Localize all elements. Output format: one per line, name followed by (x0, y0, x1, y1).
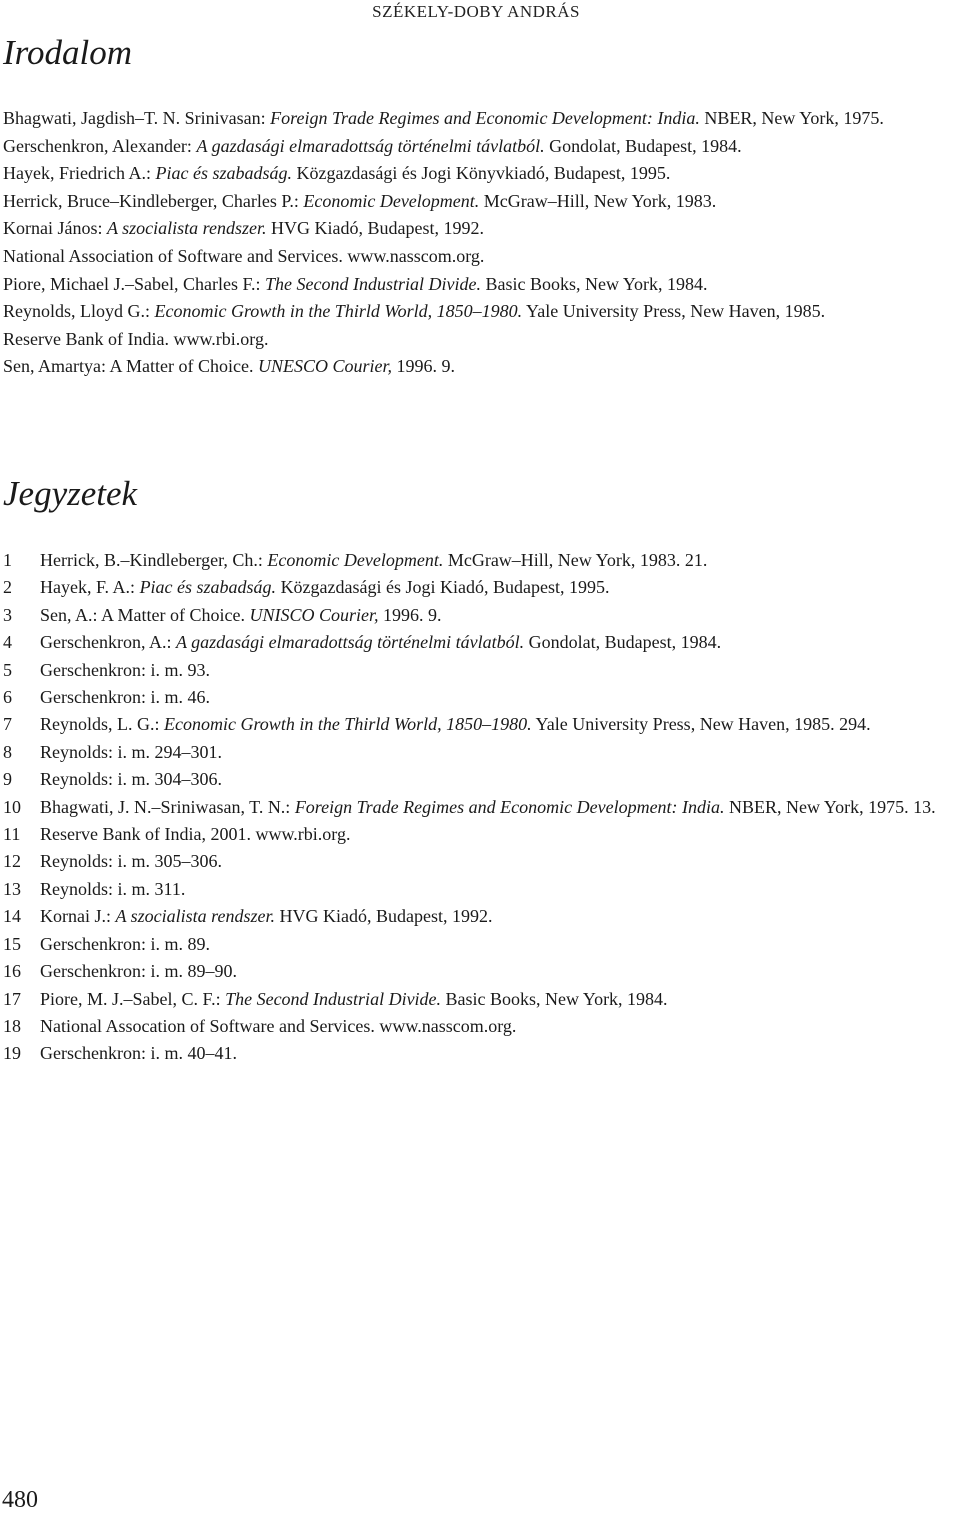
reference-title: Foreign Trade Regimes and Economic Development: India. (270, 108, 700, 128)
reference-author: Piore, Michael J.–Sabel, Charles F.: (3, 273, 266, 294)
note-number: 13 (3, 878, 21, 899)
note-item (3, 1013, 958, 1040)
note-author: National Assocation of Software and Services. www.nasscom.org. (40, 1015, 517, 1036)
note-author: Gerschenkron: i. m. 93. (40, 659, 210, 680)
note-number: 1 (3, 550, 12, 570)
reference-item (3, 353, 958, 381)
reference-publisher: HVG Kiadó, Budapest, 1992. (266, 218, 484, 239)
reference-author: Bhagwati, Jagdish–T. N. Srinivasan: (3, 108, 271, 128)
note-item (3, 903, 958, 930)
reference-item (3, 298, 958, 326)
note-author: Gerschenkron, A.: (40, 632, 176, 653)
note-number: 4 (3, 632, 12, 653)
note-item (3, 876, 958, 903)
note-item (3, 821, 958, 848)
note-number: 12 (3, 851, 21, 872)
note-item (3, 602, 958, 629)
note-item (3, 629, 958, 656)
reference-publisher: Basic Books, New York, 1984. (481, 273, 708, 294)
note-author: Piore, M. J.–Sabel, C. F.: (40, 988, 226, 1009)
note-item (3, 684, 958, 711)
note-author: Kornai J.: (40, 906, 116, 927)
note-number: 7 (3, 714, 12, 735)
note-author: Reynolds: i. m. 294–301. (40, 741, 223, 762)
note-title: Foreign Trade Regimes and Economic Development: India. (294, 796, 725, 817)
note-item (3, 848, 958, 875)
note-title: Piac és szabadság. (139, 577, 277, 598)
note-number: 5 (3, 659, 12, 680)
note-item (3, 739, 958, 766)
note-item (3, 657, 958, 684)
note-number: 14 (3, 906, 21, 927)
note-number: 10 (3, 796, 21, 817)
reference-title: Piac és szabadság. (155, 163, 292, 184)
note-title: Economic Development. (267, 550, 444, 570)
note-number: 19 (3, 1043, 21, 1064)
reference-item (3, 188, 958, 216)
note-author: Bhagwati, J. N.–Sriniwasan, T. N.: (40, 796, 295, 817)
reference-author: Reserve Bank of India. www.rbi.org. (3, 328, 269, 349)
note-title: The Second Industrial Divide. (225, 988, 442, 1009)
note-number: 17 (3, 988, 21, 1009)
notes-heading: Jegyzetek (3, 474, 138, 513)
reference-publisher: 1996. 9. (391, 356, 455, 377)
note-author: Reserve Bank of India, 2001. www.rbi.org. (40, 824, 351, 845)
note-author: Reynolds, L. G.: (40, 714, 164, 735)
note-rest: Yale University Press, New Haven, 1985. 294. (531, 714, 871, 735)
note-item (3, 931, 958, 958)
note-item (3, 766, 958, 793)
page-number: 480 (2, 1487, 38, 1513)
note-item (3, 1040, 958, 1067)
reference-title: A szocialista rendszer. (106, 218, 267, 239)
reference-author: Gerschenkron, Alexander: (3, 135, 197, 156)
note-number: 8 (3, 741, 12, 762)
reference-publisher: Yale University Press, New Haven, 1985. (522, 301, 826, 322)
reference-title: Economic Growth in the Thirld World, 1850–1980. (154, 301, 523, 322)
note-title: A szocialista rendszer. (115, 906, 276, 927)
note-number: 6 (3, 687, 12, 708)
note-author: Reynolds: i. m. 304–306. (40, 769, 223, 790)
reference-item (3, 105, 958, 133)
note-number: 11 (3, 824, 21, 845)
reference-title: The Second Industrial Divide. (265, 273, 481, 294)
reference-publisher: NBER, New York, 1975. (699, 108, 884, 128)
reference-author: Reynolds, Lloyd G.: (3, 301, 155, 322)
note-rest: McGraw–Hill, New York, 1983. 21. (443, 550, 708, 570)
note-item (3, 794, 958, 821)
note-number: 15 (3, 933, 21, 954)
note-number: 9 (3, 769, 12, 790)
note-number: 3 (3, 604, 12, 625)
note-author: Sen, A.: A Matter of Choice. (40, 604, 250, 625)
reference-title: A gazdasági elmaradottság történelmi távlatból. (196, 135, 545, 156)
references-list (3, 105, 958, 381)
reference-item (3, 271, 958, 299)
reference-author: Kornai János: (3, 218, 107, 239)
note-number: 18 (3, 1015, 21, 1036)
note-author: Gerschenkron: i. m. 46. (40, 687, 210, 708)
reference-author: Herrick, Bruce–Kindleberger, Charles P.: (3, 190, 304, 211)
reference-item (3, 326, 958, 354)
note-rest: HVG Kiadó, Budapest, 1992. (275, 906, 493, 927)
note-rest: NBER, New York, 1975. 13. (724, 796, 936, 817)
note-author: Gerschenkron: i. m. 40–41. (40, 1043, 237, 1064)
note-title: Economic Growth in the Thirld World, 1850–1980. (164, 714, 532, 735)
reference-author: National Association of Software and Services. www.nasscom.org. (3, 245, 485, 266)
note-rest: Gondolat, Budapest, 1984. (524, 632, 722, 653)
note-author: Gerschenkron: i. m. 89. (40, 933, 210, 954)
note-author: Herrick, B.–Kindleberger, Ch.: (40, 550, 268, 570)
reference-publisher: Gondolat, Budapest, 1984. (544, 135, 742, 156)
note-number: 2 (3, 577, 12, 598)
note-author: Reynolds: i. m. 311. (40, 878, 186, 899)
note-number: 16 (3, 961, 21, 982)
note-title: A gazdasági elmaradottság történelmi távlatból. (175, 632, 525, 653)
reference-author: Hayek, Friedrich A.: (3, 163, 156, 184)
references-heading: Irodalom (3, 33, 132, 72)
note-rest: 1996. 9. (378, 604, 442, 625)
reference-item (3, 243, 958, 271)
reference-title: Economic Development. (303, 190, 480, 211)
note-author: Hayek, F. A.: (40, 577, 140, 598)
note-author: Reynolds: i. m. 305–306. (40, 851, 223, 872)
notes-list (3, 547, 958, 1068)
reference-item (3, 215, 958, 243)
reference-publisher: Közgazdasági és Jogi Könyvkiadó, Budapest, 1995. (291, 163, 671, 184)
reference-item (3, 160, 958, 188)
note-item (3, 958, 958, 985)
note-title: UNISCO Courier, (249, 604, 379, 625)
reference-item (3, 133, 958, 161)
note-item (3, 986, 958, 1013)
running-head: SZÉKELY-DOBY ANDRÁS (372, 2, 580, 21)
reference-publisher: McGraw–Hill, New York, 1983. (479, 190, 717, 211)
note-rest: Basic Books, New York, 1984. (441, 988, 668, 1009)
note-item (3, 547, 958, 574)
note-item (3, 711, 958, 738)
note-rest: Közgazdasági és Jogi Kiadó, Budapest, 1995. (276, 577, 610, 598)
reference-author: Sen, Amartya: A Matter of Choice. (3, 356, 258, 377)
note-author: Gerschenkron: i. m. 89–90. (40, 961, 237, 982)
reference-title: UNESCO Courier, (257, 356, 392, 377)
note-item (3, 574, 958, 601)
